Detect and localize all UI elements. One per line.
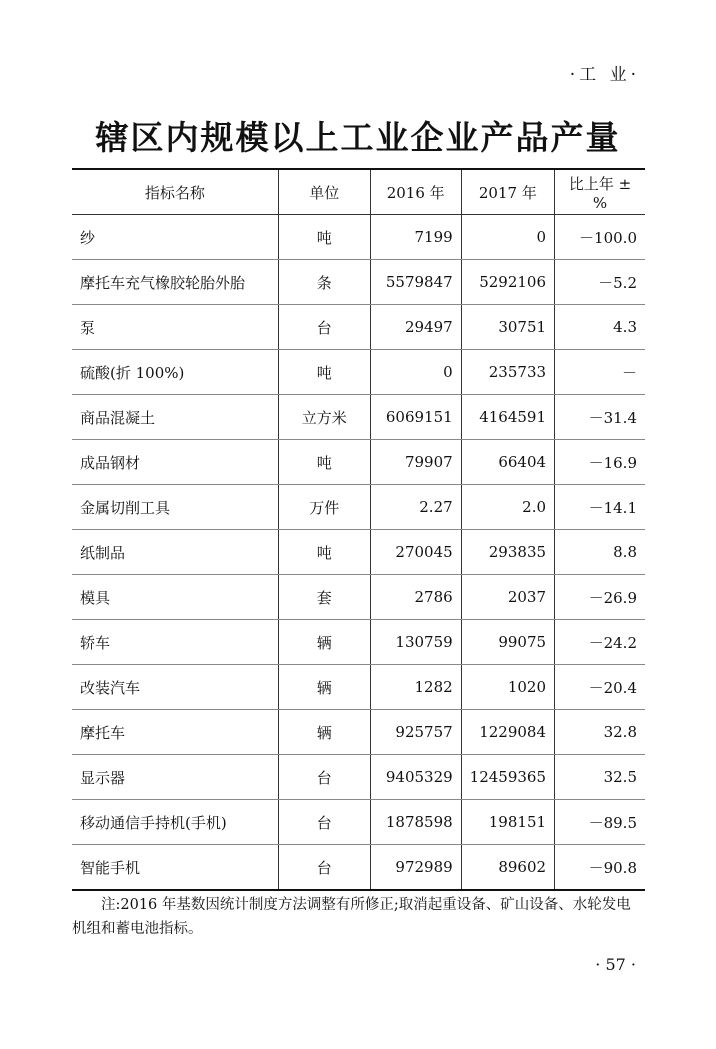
row-name: 商品混凝土 — [72, 395, 278, 440]
row-name: 模具 — [72, 575, 278, 620]
table-row — [72, 485, 645, 530]
row-change: －100.0 — [555, 215, 645, 260]
row-value-2017: 2037 — [461, 575, 554, 620]
row-value-2017: 293835 — [461, 530, 554, 575]
table-row — [72, 440, 645, 485]
row-value-2016: 79907 — [370, 440, 461, 485]
table-row — [72, 575, 645, 620]
row-change: －90.8 — [555, 845, 645, 891]
table-row — [72, 350, 645, 395]
row-change: －5.2 — [555, 260, 645, 305]
row-value-2016: 130759 — [370, 620, 461, 665]
row-value-2016: 925757 — [370, 710, 461, 755]
row-unit: 台 — [278, 800, 370, 845]
row-change: －24.2 — [555, 620, 645, 665]
row-name: 摩托车充气橡胶轮胎外胎 — [72, 260, 278, 305]
table-row — [72, 665, 645, 710]
table-row — [72, 305, 645, 350]
row-name: 硫酸(折 100%) — [72, 350, 278, 395]
row-value-2017: 30751 — [461, 305, 554, 350]
row-value-2017: 4164591 — [461, 395, 554, 440]
row-change: 32.5 — [555, 755, 645, 800]
row-unit: 台 — [278, 305, 370, 350]
row-unit: 吨 — [278, 440, 370, 485]
row-unit: 吨 — [278, 350, 370, 395]
column-header-change: 比上年 ± % — [555, 169, 645, 215]
row-value-2017: 99075 — [461, 620, 554, 665]
page-number: · 57 · — [595, 955, 636, 974]
row-unit: 辆 — [278, 620, 370, 665]
table-header-row — [72, 169, 645, 215]
row-change: －20.4 — [555, 665, 645, 710]
row-value-2016: 7199 — [370, 215, 461, 260]
table-row — [72, 530, 645, 575]
row-name: 改装汽车 — [72, 665, 278, 710]
row-unit: 台 — [278, 755, 370, 800]
row-value-2016: 2.27 — [370, 485, 461, 530]
table-row — [72, 395, 645, 440]
table-row — [72, 620, 645, 665]
row-value-2016: 972989 — [370, 845, 461, 891]
row-value-2016: 0 — [370, 350, 461, 395]
row-change: 32.8 — [555, 710, 645, 755]
row-change: －26.9 — [555, 575, 645, 620]
section-tag: ·工 业· — [569, 65, 640, 85]
row-name: 泵 — [72, 305, 278, 350]
table-row — [72, 215, 645, 260]
row-value-2017: 2.0 — [461, 485, 554, 530]
row-value-2017: 235733 — [461, 350, 554, 395]
table-row — [72, 710, 645, 755]
row-name: 轿车 — [72, 620, 278, 665]
page-title: 辖区内规模以上工业企业产品产量 — [95, 118, 621, 157]
row-value-2016: 6069151 — [370, 395, 461, 440]
row-change: － — [555, 350, 645, 395]
row-value-2017: 0 — [461, 215, 554, 260]
row-value-2016: 2786 — [370, 575, 461, 620]
footnote: 注:2016 年基数因统计制度方法调整有所修正;取消起重设备、矿山设备、水轮发电机组和蓄电池指标。 — [72, 897, 631, 937]
row-change: －89.5 — [555, 800, 645, 845]
row-unit: 立方米 — [278, 395, 370, 440]
row-value-2017: 5292106 — [461, 260, 554, 305]
row-change: 8.8 — [555, 530, 645, 575]
row-unit: 条 — [278, 260, 370, 305]
row-change: 4.3 — [555, 305, 645, 350]
row-value-2017: 12459365 — [461, 755, 554, 800]
table-row — [72, 260, 645, 305]
row-value-2017: 66404 — [461, 440, 554, 485]
row-value-2016: 270045 — [370, 530, 461, 575]
row-unit: 辆 — [278, 710, 370, 755]
table-body — [72, 215, 645, 891]
row-unit: 台 — [278, 845, 370, 891]
row-unit: 万件 — [278, 485, 370, 530]
row-name: 纸制品 — [72, 530, 278, 575]
table-row — [72, 755, 645, 800]
column-header-name: 指标名称 — [72, 169, 278, 215]
row-change: －16.9 — [555, 440, 645, 485]
row-value-2017: 1020 — [461, 665, 554, 710]
row-value-2016: 1282 — [370, 665, 461, 710]
row-value-2017: 198151 — [461, 800, 554, 845]
row-name: 摩托车 — [72, 710, 278, 755]
row-unit: 吨 — [278, 215, 370, 260]
column-header-2017: 2017 年 — [461, 169, 554, 215]
row-name: 金属切削工具 — [72, 485, 278, 530]
column-header-2016: 2016 年 — [370, 169, 461, 215]
row-name: 显示器 — [72, 755, 278, 800]
row-change: －31.4 — [555, 395, 645, 440]
row-value-2016: 1878598 — [370, 800, 461, 845]
row-unit: 吨 — [278, 530, 370, 575]
row-unit: 套 — [278, 575, 370, 620]
row-value-2017: 89602 — [461, 845, 554, 891]
row-value-2016: 9405329 — [370, 755, 461, 800]
row-value-2017: 1229084 — [461, 710, 554, 755]
row-name: 成品钢材 — [72, 440, 278, 485]
row-value-2016: 5579847 — [370, 260, 461, 305]
output-table — [72, 168, 645, 891]
row-value-2016: 29497 — [370, 305, 461, 350]
row-unit: 辆 — [278, 665, 370, 710]
column-header-unit: 单位 — [278, 169, 370, 215]
row-name: 智能手机 — [72, 845, 278, 891]
table-row — [72, 800, 645, 845]
row-name: 移动通信手持机(手机) — [72, 800, 278, 845]
row-change: －14.1 — [555, 485, 645, 530]
row-name: 纱 — [72, 215, 278, 260]
table-row — [72, 845, 645, 891]
